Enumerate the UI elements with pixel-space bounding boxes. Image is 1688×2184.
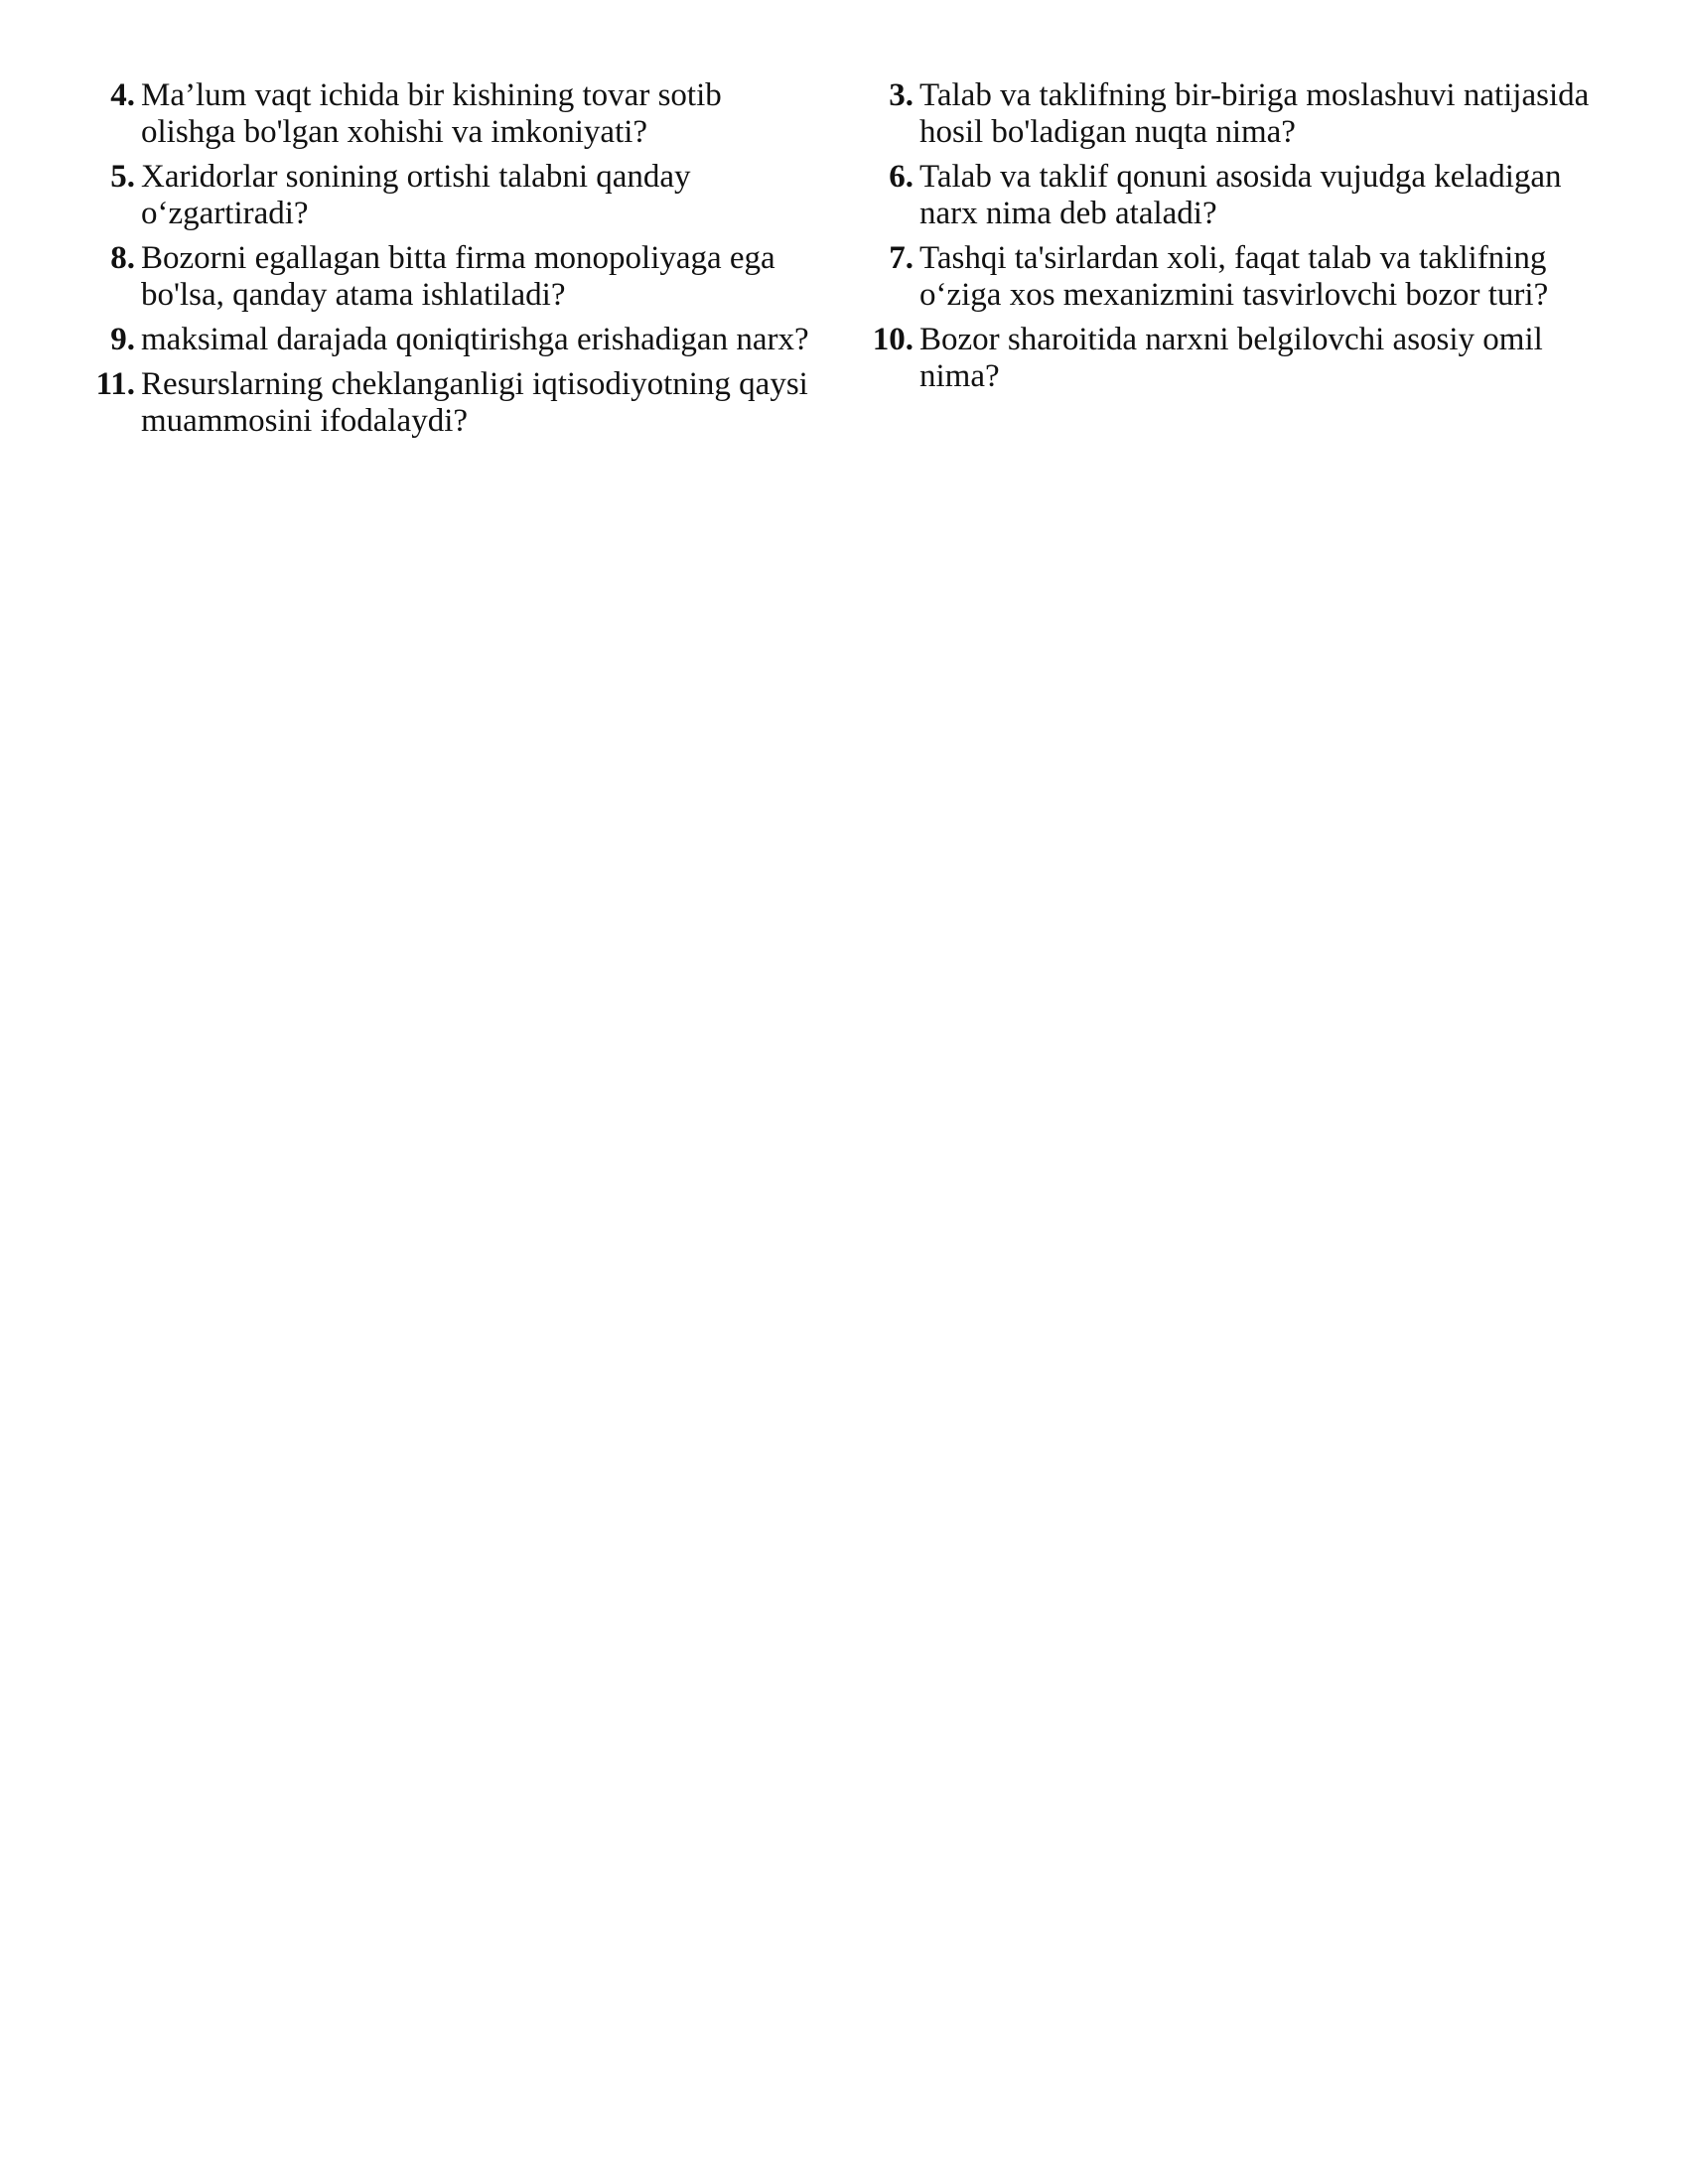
clue-item (83, 366, 818, 440)
clue-item (862, 240, 1597, 314)
clue-number: 5. (110, 159, 135, 195)
clue-number: 10. (872, 322, 914, 357)
clue-item (862, 159, 1597, 232)
clue-list-right (862, 77, 1597, 395)
clue-text: Bozor sharoitida narxni belgilovchi asosiy omil nima? (919, 322, 1543, 394)
clue-text: Bozorni egallagan bitta firma monopoliyaga ega bo'lsa, qanday atama ishlatiladi? (141, 240, 775, 313)
clue-item (83, 77, 818, 151)
clue-number: 9. (110, 322, 135, 357)
clue-number: 7. (889, 240, 914, 276)
clue-item (83, 322, 818, 358)
clue-column-left (83, 77, 818, 448)
clue-number: 6. (889, 159, 914, 195)
clue-number: 8. (110, 240, 135, 276)
clue-text: Xaridorlar sonining ortishi talabni qanday o‘zgartiradi? (141, 159, 691, 231)
clue-text: Resurslarning cheklanganligi iqtisodiyotning qaysi muammosini ifodalaydi? (141, 366, 808, 439)
clue-text: Talab va taklif qonuni asosida vujudga keladigan narx nima deb ataladi? (919, 159, 1562, 231)
clue-text: Ma’lum vaqt ichida bir kishining tovar sotib olishga bo'lgan xohishi va imkoniyati? (141, 77, 722, 150)
clue-item (83, 240, 818, 314)
clue-item (83, 159, 818, 232)
clue-item (862, 77, 1597, 151)
clue-text: Tashqi ta'sirlardan xoli, faqat talab va taklifning o‘ziga xos mexanizmini tasvirlovchi bozor turi? (919, 240, 1549, 313)
clue-number: 3. (889, 77, 914, 113)
clue-list-left (83, 77, 818, 440)
clue-text: maksimal darajada qoniqtirishga erishadigan narx? (141, 322, 809, 357)
clue-item (862, 322, 1597, 395)
clue-text: Talab va taklifning bir-biriga moslashuvi natijasida hosil bo'ladigan nuqta nima? (919, 77, 1590, 150)
clue-number: 11. (95, 366, 135, 402)
clue-column-right (862, 77, 1597, 403)
clue-number: 4. (110, 77, 135, 113)
